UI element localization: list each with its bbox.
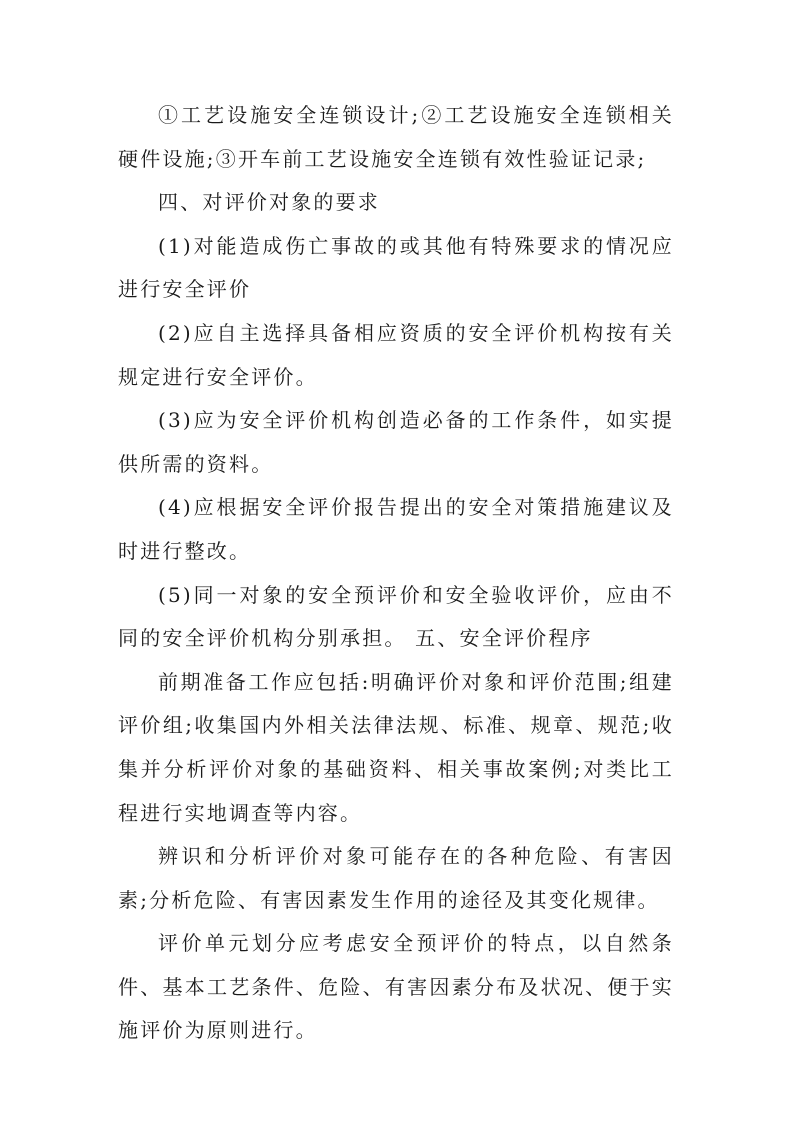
paragraph-requirement-2: (2)应自主选择具备相应资质的安全评价机构按有关规定进行安全评价。 (118, 320, 674, 389)
paragraph-requirement-1: (1)对能造成伤亡事故的或其他有特殊要求的情况应进行安全评价 (118, 233, 674, 302)
paragraph-safety-interlock-items: ①工艺设施安全连锁设计;②工艺设施安全连锁相关硬件设施;③开车前工艺设施安全连锁有效性验证记录; (118, 103, 674, 171)
paragraph-requirement-5: (5)同一对象的安全预评价和安全验收评价，应由不同的安全评价机构分别承担。 五、安全评价程序 (118, 582, 674, 651)
section-heading-requirements: 四、对评价对象的要求 (158, 190, 380, 215)
paragraph-preparation: 前期准备工作应包括:明确评价对象和评价范围;组建评价组;收集国内外相关法律法规、标准、规章、规范;收集并分析评价对象的基础资料、相关事故案例;对类比工程进行实地调查等内容。 (118, 669, 674, 825)
paragraph-hazard-identification: 辨识和分析评价对象可能存在的各种危险、有害因素;分析危险、有害因素发生作用的途径及其变化规律。 (118, 844, 674, 912)
paragraph-requirement-3: (3)应为安全评价机构创造必备的工作条件，如实提供所需的资料。 (118, 408, 674, 476)
paragraph-evaluation-units: 评价单元划分应考虑安全预评价的特点，以自然条件、基本工艺条件、危险、有害因素分布及状况、便于实施评价为原则进行。 (118, 931, 674, 1043)
document-body (118, 94, 674, 1053)
paragraph-requirement-4: (4)应根据安全评价报告提出的安全对策措施建议及时进行整改。 (118, 495, 674, 563)
